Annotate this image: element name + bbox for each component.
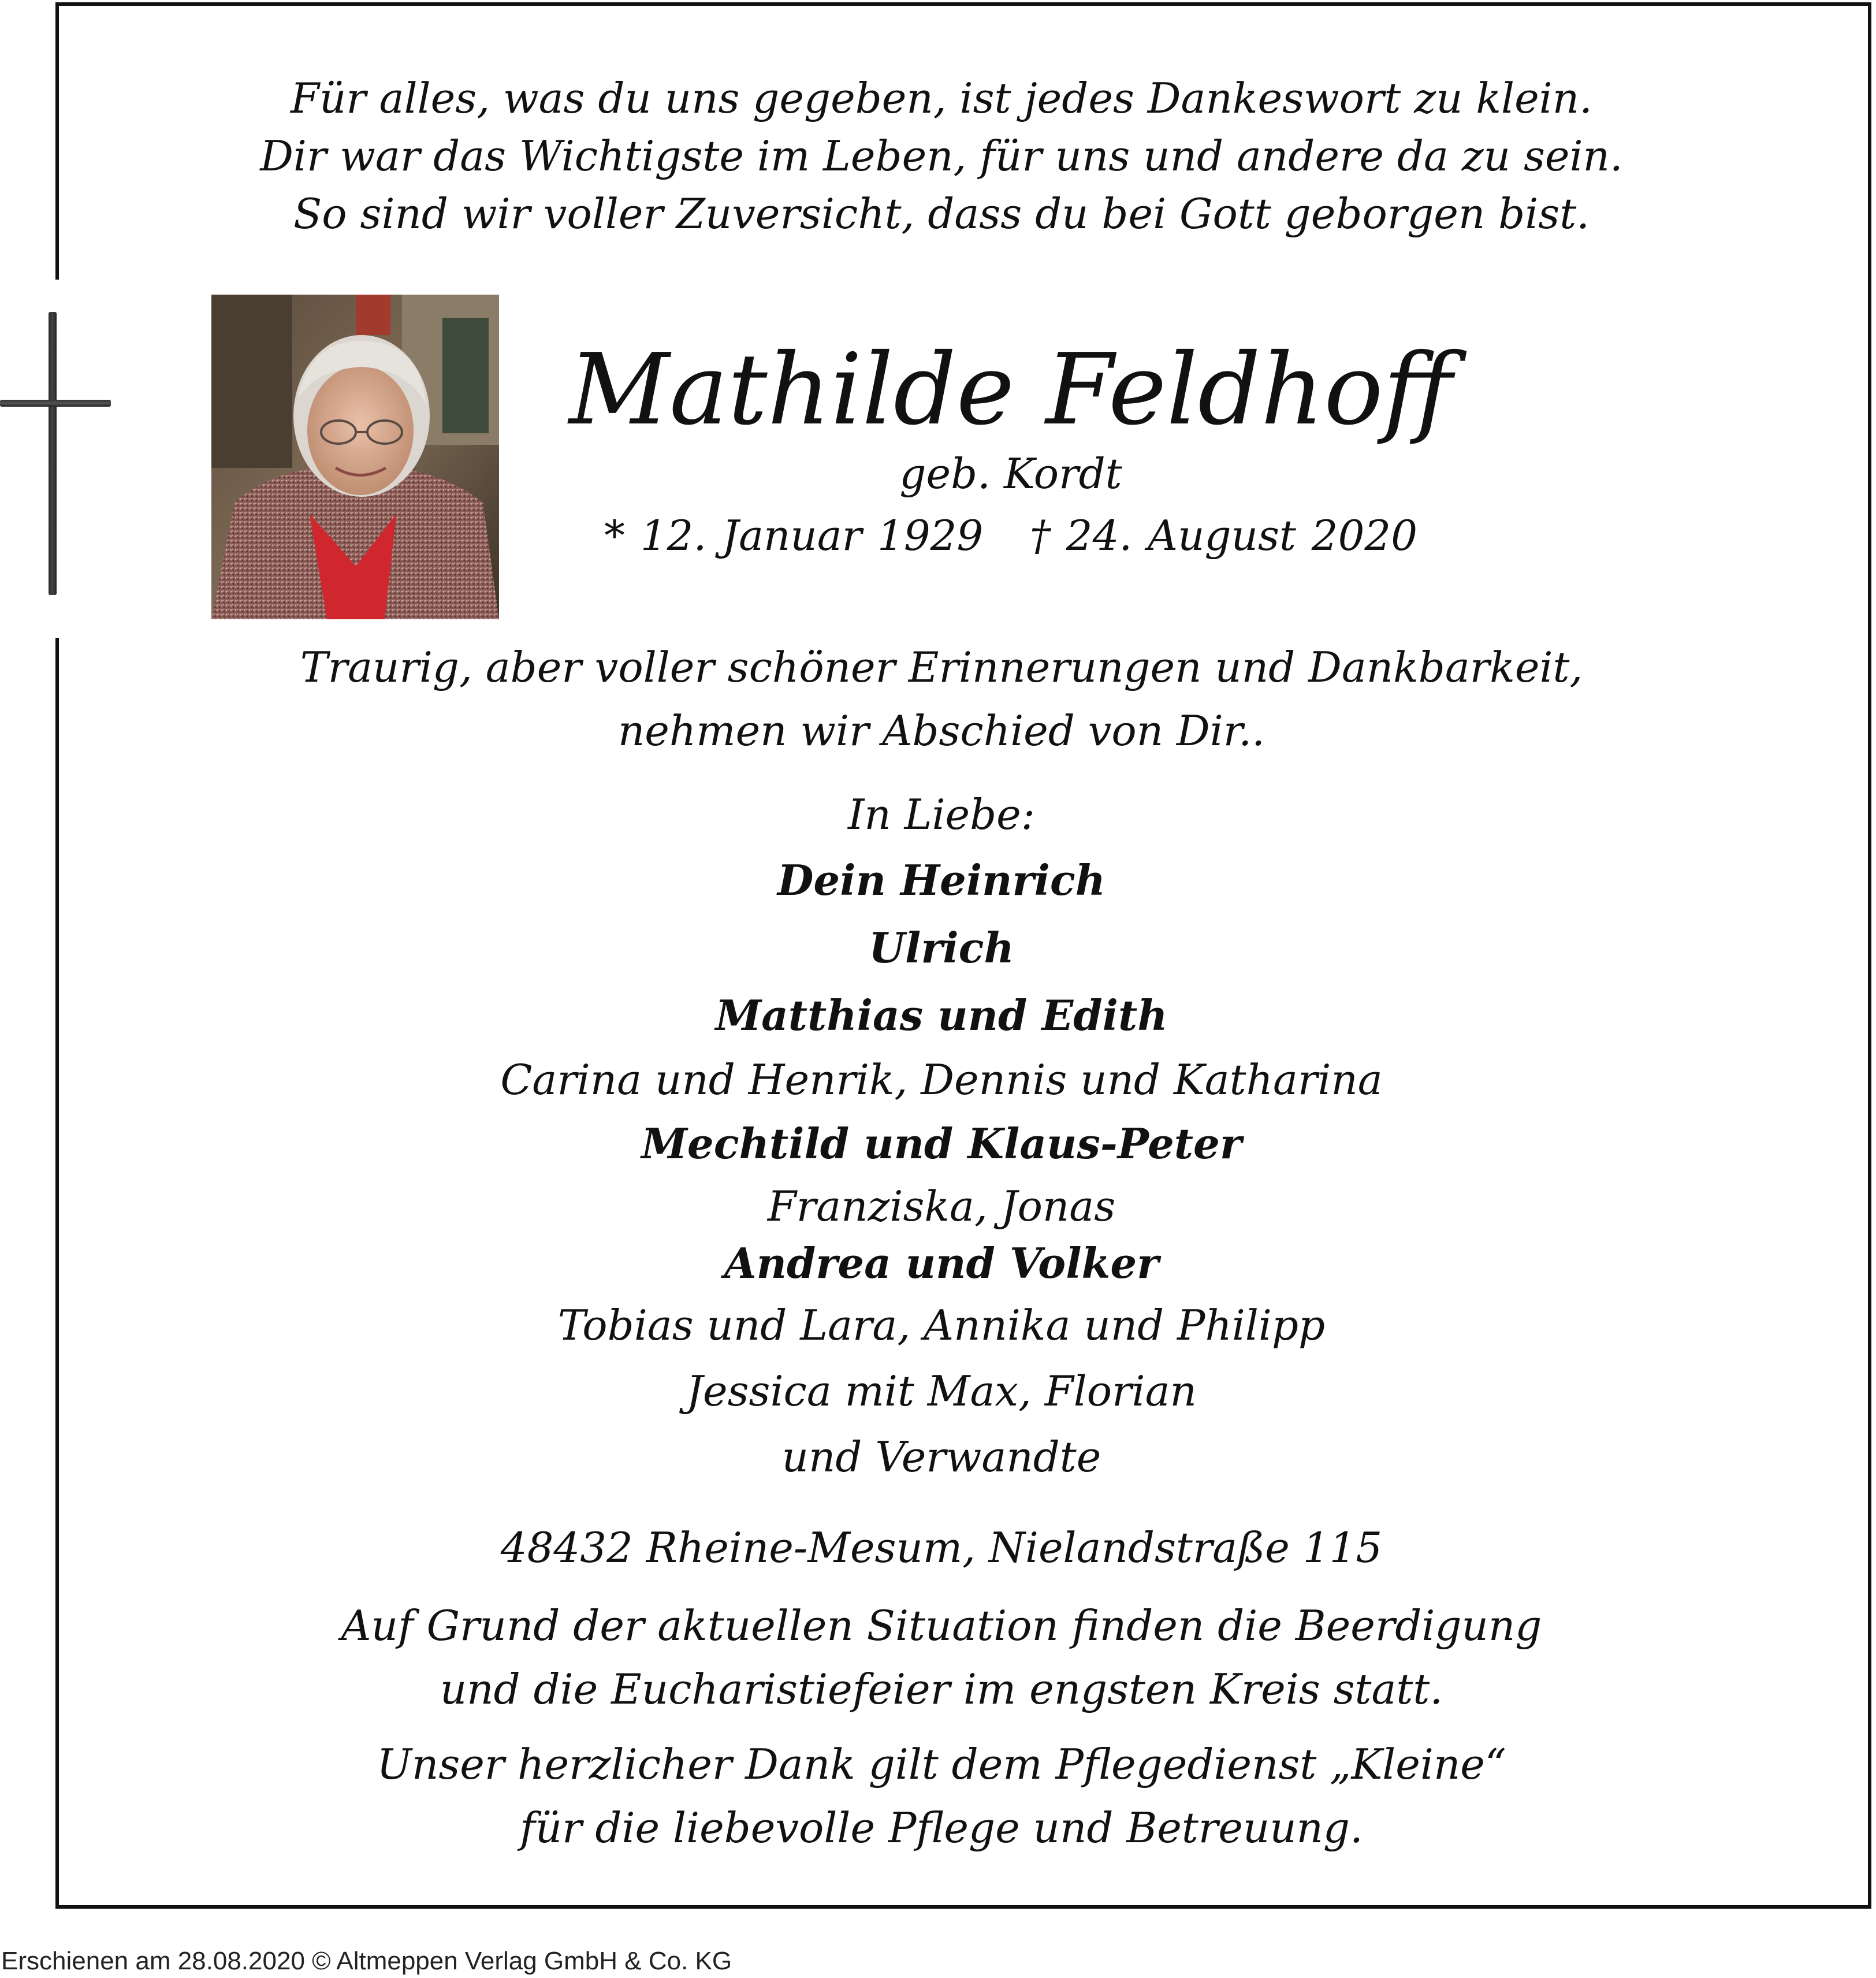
mourner-name: Jessica mit Max, Florian xyxy=(686,1367,1197,1415)
cross-icon xyxy=(0,306,116,601)
mourner-name: Carina und Henrik, Dennis und Katharina xyxy=(500,1055,1383,1104)
thanks-line: für die liebevolle Pflege und Betreuung. xyxy=(520,1804,1363,1852)
frame-left-border-lower xyxy=(55,638,59,1909)
mourner-name: Mechtild und Klaus-Peter xyxy=(641,1119,1242,1168)
frame-right-border xyxy=(1868,2,1871,1909)
cross-horizontal-bar xyxy=(0,400,111,407)
notice-line: und die Eucharistiefeier im engsten Kreis statt. xyxy=(440,1665,1443,1713)
mourner-name: Franziska, Jonas xyxy=(767,1182,1116,1230)
birth-name: geb. Kordt xyxy=(899,449,1122,498)
frame-left-border-upper xyxy=(55,2,59,280)
poem-line: Dir war das Wichtigste im Leben, für uns und andere da zu sein. xyxy=(260,132,1623,180)
mourner-name: Andrea und Volker xyxy=(724,1239,1159,1288)
mourner-name: Matthias und Edith xyxy=(715,991,1168,1040)
frame-bottom-border xyxy=(55,1905,1871,1909)
life-dates: * 12. Januar 1929 † 24. August 2020 xyxy=(604,511,1418,560)
notice-line: Auf Grund der aktuellen Situation finden die Beerdigung xyxy=(341,1601,1542,1650)
mourner-name: Ulrich xyxy=(869,923,1014,972)
mourner-name: und Verwandte xyxy=(781,1433,1101,1481)
mourner-name: Tobias und Lara, Annika und Philipp xyxy=(557,1301,1326,1349)
address: 48432 Rheine-Mesum, Nielandstraße 115 xyxy=(500,1523,1383,1572)
mourners-intro: In Liebe: xyxy=(847,790,1036,839)
poem-line: Für alles, was du uns gegeben, ist jedes Dankeswort zu klein. xyxy=(291,74,1592,122)
deceased-name: Mathilde Feldhoff xyxy=(568,333,1453,447)
poem xyxy=(104,69,1779,243)
farewell-text xyxy=(104,635,1779,763)
mourners-list xyxy=(104,783,1779,1860)
mourner-name: Dein Heinrich xyxy=(777,856,1106,905)
publication-footer: Erschienen am 28.08.2020 © Altmeppen Verlag GmbH & Co. KG xyxy=(1,1947,732,1975)
poem-line: So sind wir voller Zuversicht, dass du bei Gott geborgen bist. xyxy=(293,189,1590,238)
frame-top-border xyxy=(55,2,1871,6)
farewell-line: Traurig, aber voller schöner Erinnerungen und Dankbarkeit, xyxy=(300,643,1583,691)
thanks-line: Unser herzlicher Dank gilt dem Pflegedienst „Kleine“ xyxy=(377,1740,1506,1789)
farewell-line: nehmen wir Abschied von Dir.. xyxy=(617,707,1265,755)
cross-vertical-bar xyxy=(49,312,57,595)
